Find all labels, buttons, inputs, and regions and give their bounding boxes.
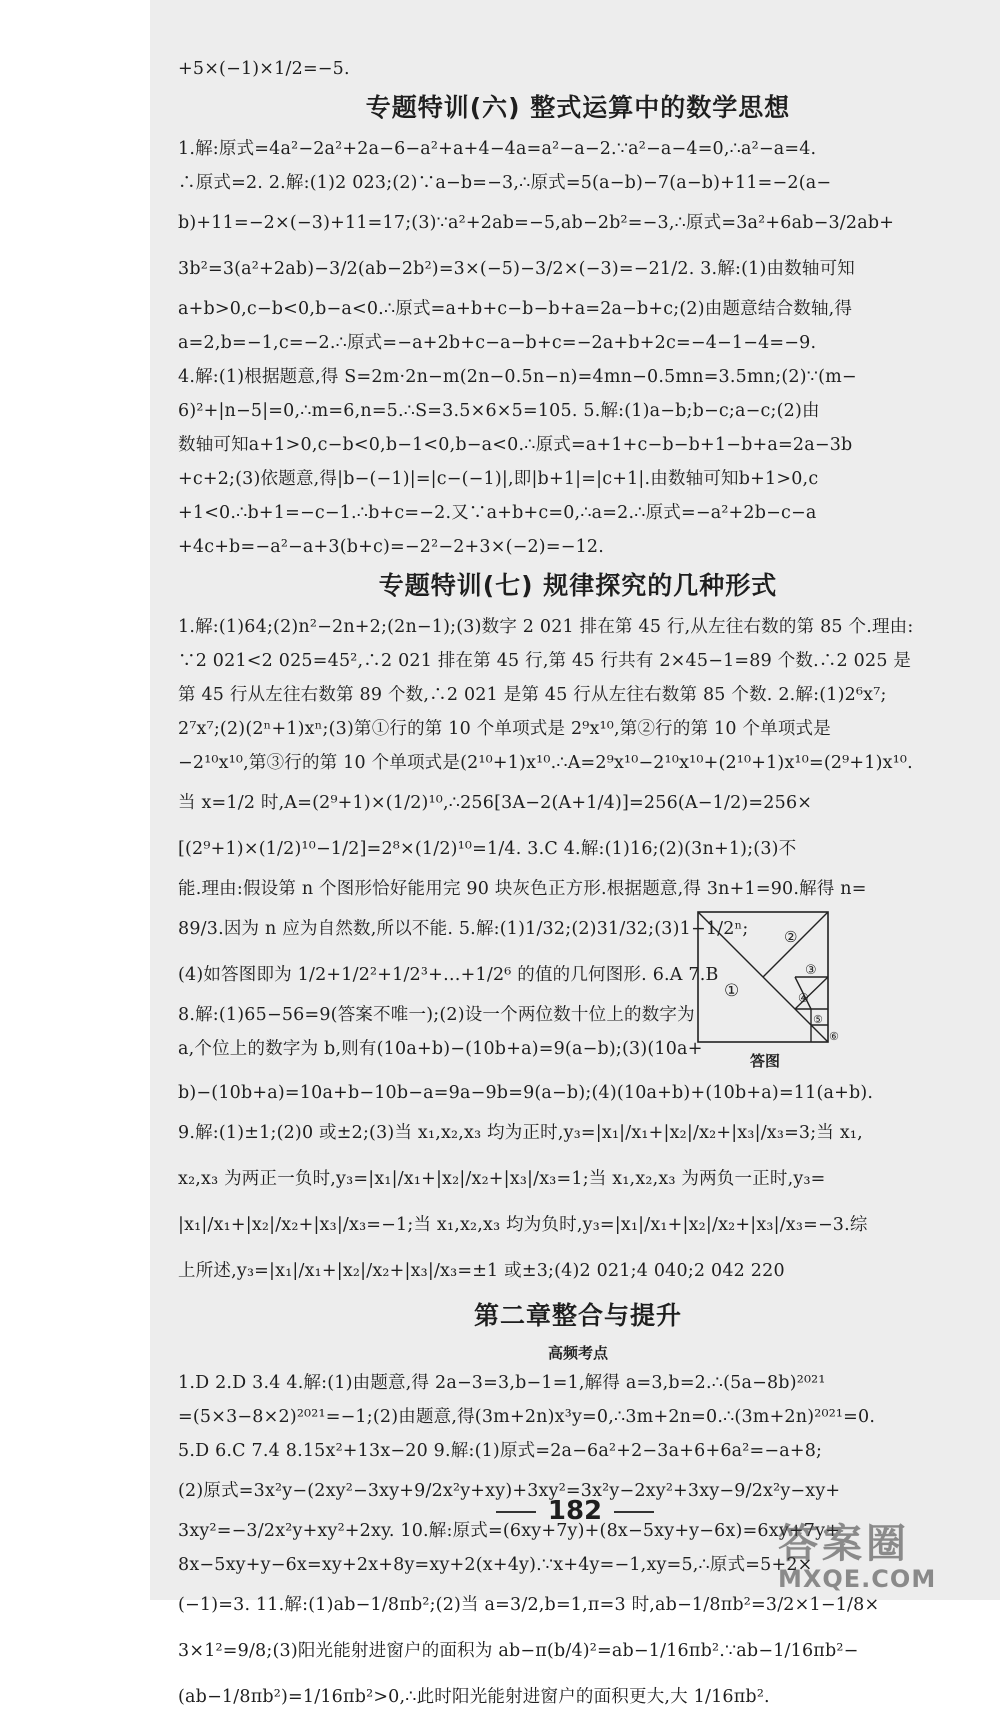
text-line: 2⁷x⁷;(2)(2ⁿ+1)xⁿ;(3)第①行的第 10 个单项式是 2⁹x¹⁰,第②行的第 10 个单项式是 xyxy=(178,719,831,739)
text-line: 1.D 2.D 3.4 4.解:(1)由题意,得 2a−3=3,b−1=1,解得 a=3,b=2.∴(5a−8b)²⁰²¹ xyxy=(178,1373,826,1393)
figure-row xyxy=(178,906,978,1076)
chapter-2-subtitle: 高频考点 xyxy=(547,1344,608,1362)
text-line: =(5×3−8×2)²⁰²¹=−1;(2)由题意,得(3m+2n)x³y=0,∴3m+2n=0.∴(3m+2n)²⁰²¹=0. xyxy=(178,1407,876,1427)
text-line: 8.解:(1)65−56=9(答案不唯一);(2)设一个两位数十位上的数字为 xyxy=(178,1005,695,1025)
text-line: 5.D 6.C 7.4 8.15x²+13x−20 9.解:(1)原式=2a−6a²+2−3a+6+6a²=−a+8; xyxy=(178,1441,823,1461)
text-line: b)−(10b+a)=10a+b−10b−a=9a−9b=9(a−b);(4)(10a+b)+(10b+a)=11(a+b). xyxy=(178,1083,874,1103)
text-line: (ab−1/8πb²)=1/16πb²>0,∴此时阳光能射进窗户的面积更大,大 1/16πb². xyxy=(178,1687,770,1707)
text-line: 9.解:(1)±1;(2)0 或±2;(3)当 x₁,x₂,x₃ 均为正时,y₃=|x₁|/x₁+|x₂|/x₂+|x₃|/x₃=3;当 x₁, xyxy=(178,1123,863,1143)
page-number-value: 182 xyxy=(547,1496,603,1526)
text-line: |x₁|/x₁+|x₂|/x₂+|x₃|/x₃=−1;当 x₁,x₂,x₃ 均为负时,y₃=|x₁|/x₁+|x₂|/x₂+|x₃|/x₃=−3.综 xyxy=(178,1215,868,1235)
text-line: a+b>0,c−b<0,b−a<0.∴原式=a+b+c−b−b+a=2a−b+c;(2)由题意结合数轴,得 xyxy=(178,299,853,319)
region-label: ⑥ xyxy=(829,1030,839,1043)
text-line: 8x−5xy+y−6x=xy+2x+8y=xy+2(x+4y).∵x+4y=−1,xy=5,∴原式=5+2× xyxy=(178,1555,813,1575)
section-7-body xyxy=(178,610,978,1294)
text-line: 数轴可知a+1>0,c−b<0,b−1<0,b−a<0.∴原式=a+1+c−b−b+1−b+a=2a−3b xyxy=(178,435,853,455)
answer-figure xyxy=(690,906,840,1076)
text-line: (2)原式=3x²y−(2xy²−3xy+9/2x²y+xy)+3xy²=3x²y−2xy²+3xy−9/2x²y−xy+ xyxy=(178,1481,841,1501)
text-line: 3xy²=−3/2x²y+xy²+2xy. 10.解:原式=(6xy+7y)+(8x−5xy+y−6x)=6xy+7y+ xyxy=(178,1521,841,1541)
section-6-title: 专题特训(六) 整式运算中的数学思想 xyxy=(365,93,791,122)
figure-side-text xyxy=(178,906,749,1066)
text-line: 89/3.因为 n 应为自然数,所以不能. 5.解:(1)1/32;(2)31/32;(3)1−1/2ⁿ; xyxy=(178,919,749,939)
section-7-title: 专题特训(七) 规律探究的几种形式 xyxy=(378,571,778,600)
text-line: 第 45 行从左往右数第 89 个数,∴2 021 是第 45 行从左往右数第 85 个数. 2.解:(1)2⁶x⁷; xyxy=(178,685,887,705)
figure-caption: 答图 xyxy=(749,1052,780,1070)
text-line: 上所述,y₃=|x₁|/x₁+|x₂|/x₂+|x₃|/x₃=±1 或±3;(4)2 021;4 040;2 042 220 xyxy=(178,1261,785,1281)
text-line: 3×1²=9/8;(3)阳光能射进窗户的面积为 ab−π(b/4)²=ab−1/16πb².∵ab−1/16πb²− xyxy=(178,1641,859,1661)
text-line: 1.解:(1)64;(2)n²−2n+2;(2n−1);(3)数字 2 021 排在第 45 行,从左往右数的第 85 个.理由: xyxy=(178,617,914,637)
text-line: x₂,x₃ 为两正一负时,y₃=|x₁|/x₁+|x₂|/x₂+|x₃|/x₃=1;当 x₁,x₂,x₃ 为两负一正时,y₃= xyxy=(178,1169,826,1189)
text-line: 6)²+|n−5|=0,∴m=6,n=5.∴S=3.5×6×5=105. 5.解:(1)a−b;b−c;a−c;(2)由 xyxy=(178,401,820,421)
text-line: (4)如答图即为 1/2+1/2²+1/2³+…+1/2⁶ 的值的几何图形. 6.A 7.B xyxy=(178,965,719,985)
continued-line: +5×(−1)×1/2=−5. xyxy=(178,59,350,79)
text-line: 当 x=1/2 时,A=(2⁹+1)×(1/2)¹⁰,∴256[3A−2(A+1/4)]=256(A−1/2)=256× xyxy=(178,793,813,813)
page-number-dash xyxy=(614,1511,654,1513)
region-label: ② xyxy=(784,928,798,946)
watermark-logo xyxy=(778,1512,988,1592)
text-line: b)+11=−2×(−3)+11=17;(3)∵a²+2ab=−5,ab−2b²=−3,∴原式=3a²+6ab−3/2ab+ xyxy=(178,213,895,233)
region-label: ① xyxy=(724,981,740,1001)
page-number-dash xyxy=(496,1511,536,1513)
text-line: 4.解:(1)根据题意,得 S=2m·2n−m(2n−0.5n−n)=4mn−0.5mn=3.5mn;(2)∵(m− xyxy=(178,367,857,387)
left-blank-margin xyxy=(0,0,150,1600)
region-label: ③ xyxy=(805,963,817,978)
text-line: +1<0.∴b+1=−c−1.∴b+c=−2.又∵a+b+c=0,∴a=2.∴原式=−a²+2b−c−a xyxy=(178,503,817,523)
text-line: ∴原式=2. 2.解:(1)2 023;(2)∵a−b=−3,∴原式=5(a−b)−7(a−b)+11=−2(a− xyxy=(178,173,832,193)
text-line: (−1)=3. 11.解:(1)ab−1/8πb²;(2)当 a=3/2,b=1,π=3 时,ab−1/8πb²=3/2×1−1/8× xyxy=(178,1595,880,1615)
text-line: ∵2 021<2 025=45²,∴2 021 排在第 45 行,第 45 行共有 2×45−1=89 个数.∴2 025 是 xyxy=(178,651,912,671)
answer-page xyxy=(150,0,1000,1707)
section-6-body xyxy=(178,132,978,564)
text-line: a=2,b=−1,c=−2.∴原式=−a+2b+c−a−b+c=−2a+b+2c=−4−1−4=−9. xyxy=(178,333,817,353)
text-line: 3b²=3(a²+2ab)−3/2(ab−2b²)=3×(−5)−3/2×(−3)=−21/2. 3.解:(1)由数轴可知 xyxy=(178,259,856,279)
watermark-text: 答案圈 xyxy=(778,1521,910,1567)
text-line: [(2⁹+1)×(1/2)¹⁰−1/2]=2⁸×(1/2)¹⁰=1/4. 3.C 4.解:(1)16;(2)(3n+1);(3)不 xyxy=(178,839,797,859)
text-line: −2¹⁰x¹⁰,第③行的第 10 个单项式是(2¹⁰+1)x¹⁰.∴A=2⁹x¹⁰−2¹⁰x¹⁰+(2¹⁰+1)x¹⁰=(2⁹+1)x¹⁰. xyxy=(178,753,913,773)
page-content xyxy=(178,52,978,1720)
text-line: 1.解:原式=4a²−2a²+2a−6−a²+a+4−4a=a²−a−2.∵a²−a−4=0,∴a²−a=4. xyxy=(178,139,817,159)
text-line: a,个位上的数字为 b,则有(10a+b)−(10b+a)=9(a−b);(3)(10a+ xyxy=(178,1039,703,1059)
text-line: +c+2;(3)依题意,得|b−(−1)|=|c−(−1)|,即|b+1|=|c+1|.由数轴可知b+1>0,c xyxy=(178,469,819,489)
region-label: ⑤ xyxy=(813,1013,823,1026)
square-partition-diagram xyxy=(690,906,840,1050)
watermark-url: MXQE.COM xyxy=(778,1565,937,1593)
text-line: +4c+b=−a²−a+3(b+c)=−2²−2+3×(−2)=−12. xyxy=(178,537,604,557)
region-label: ④ xyxy=(798,991,809,1005)
chapter-2-title: 第二章整合与提升 xyxy=(473,1301,682,1330)
text-line: 能.理由:假设第 n 个图形恰好能用完 90 块灰色正方形.根据题意,得 3n+1=90.解得 n= xyxy=(178,879,867,899)
